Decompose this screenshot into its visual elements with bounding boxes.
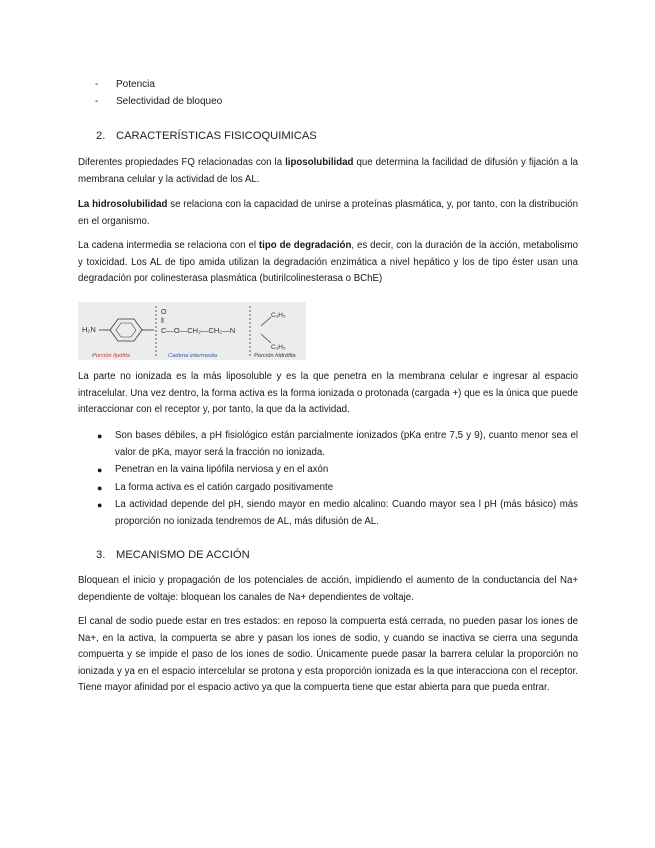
list-item-text: Potencia	[116, 79, 155, 90]
ethyl-group-top: C₂H₅	[271, 312, 286, 319]
ethyl-group-bottom: C₂H₅	[271, 344, 286, 351]
paragraph-text: que determina la facilidad de difusión y fijación a la membrana celular y la actividad de los AL.	[78, 157, 578, 185]
amine-group: H₂N	[82, 325, 96, 334]
paragraph-text: Diferentes propiedades FQ relacionadas con la	[78, 157, 286, 168]
chemical-structure-figure	[78, 302, 306, 360]
bullet-dot: ●	[97, 465, 103, 476]
structure-drawing	[78, 302, 306, 360]
bullet-item	[78, 428, 578, 461]
bullet-list	[78, 428, 578, 532]
section-title: MECANISMO DE ACCIÓN	[116, 549, 250, 561]
section-number: 2.	[96, 130, 106, 142]
bullet-item	[78, 480, 578, 497]
intermediate-chain: C—O—CH₂—CH₂—N	[161, 326, 236, 335]
paragraph-canal-sodio: El canal de sodio puede estar en tres estados: en reposo la compuerta está cerrada, no pueden pasar los iones de Na+, en la activa, la compuerta se abre y pasan los iones de sodio, y cuando se inactiva se cierra una segunda compuerta y se impide el paso de los iones de sodio. Únicamente puede pasar la barrera celular la proporción no ionizada y ya en el espacio intercelular se protona y esta proporción ionizada es la que interacciona con el receptor. Tiene mayor afinidad por el espacio activo ya que la compuerta tiene que estar abierta para que pueda entrar.	[78, 616, 578, 694]
section-number: 3.	[96, 549, 106, 561]
bullet-item	[78, 462, 578, 479]
list-item-potencia	[0, 78, 655, 91]
label-intermediate-chain: Cadena intermedia	[168, 353, 217, 359]
paragraph-no-ionizada: La parte no ionizada es la más liposoluble y es la que penetra en la membrana celular e ingresar al espacio intracelular. Una vez dentro, la forma activa es la forma ionizada o protonada (cargada +) que es la única que puede interaccionar con el receptor y, por tanto, la que da la actividad.	[78, 371, 578, 416]
list-item-text: Selectividad de bloqueo	[116, 96, 223, 107]
carbonyl-double-bond: ‖	[161, 318, 164, 325]
paragraph-hidrosolubilidad	[78, 197, 578, 230]
bullet-dot: ●	[97, 482, 103, 493]
label-lipophilic: Porción lipófila	[92, 353, 130, 359]
benzene-ring	[110, 319, 142, 341]
section-heading-3	[96, 549, 250, 561]
carbonyl-oxygen: O	[161, 309, 167, 316]
bold-term: La hidrosolubilidad	[78, 199, 168, 210]
list-item-selectividad	[0, 95, 655, 108]
benzene-inner-ring	[116, 323, 136, 337]
bullet-text: La forma activa es el catión cargado positivamente	[115, 481, 334, 493]
paragraph-liposolubilidad	[78, 155, 578, 188]
paragraph-text: , es decir, con la duración de la acción, metabolismo y toxicidad. Los AL de tipo amida utilizan la degradación enzimática a nivel hepático y los de tipo éster usan una degradación por colinesterasa plasmática (butirilcolinesterasa o BChE)	[78, 240, 578, 285]
bond-line	[261, 334, 271, 343]
bullet-item	[78, 497, 578, 530]
bond-line	[261, 317, 271, 326]
bullet-text: La actividad depende del pH, siendo mayor en medio alcalino: Cuando mayor sea l pH (más básico) más proporción no ionizada tendremos de AL, más difusión de AL.	[115, 499, 578, 527]
bullet-text: Son bases débiles, a pH fisiológico están parcialmente ionizados (pKa entre 7,5 y 9), cuanto menor sea el valor de pKa, mayor será la fracción no ionizada.	[115, 430, 578, 458]
section-title: CARACTERÍSTICAS FISICOQUIMICAS	[116, 130, 317, 142]
label-hydrophilic: Porción hidrófila	[254, 353, 296, 359]
section-heading-2	[96, 130, 317, 142]
paragraph-text: se relaciona con la capacidad de unirse a proteínas plasmática, y, por tanto, con la distribución en el organismo.	[78, 199, 578, 227]
bullet-dot: ●	[97, 500, 103, 511]
bold-term: liposolubilidad	[285, 157, 354, 168]
paragraph-text: La cadena intermedia se relaciona con el	[78, 240, 259, 251]
list-dash: -	[95, 96, 99, 107]
paragraph-cadena-intermedia	[78, 238, 578, 288]
bullet-text: Penetran en la vaina lipófila nerviosa y en el axón	[115, 464, 329, 476]
bold-term: tipo de degradación	[258, 240, 352, 251]
bullet-dot: ●	[97, 431, 103, 441]
paragraph-bloqueo: Bloquean el inicio y propagación de los potenciales de acción, impidiendo el aumento de la conductancia del Na+ dependiente de voltaje: bloquean los canales de Na+ dependientes de voltaje.	[78, 575, 578, 603]
list-dash: -	[95, 79, 99, 90]
